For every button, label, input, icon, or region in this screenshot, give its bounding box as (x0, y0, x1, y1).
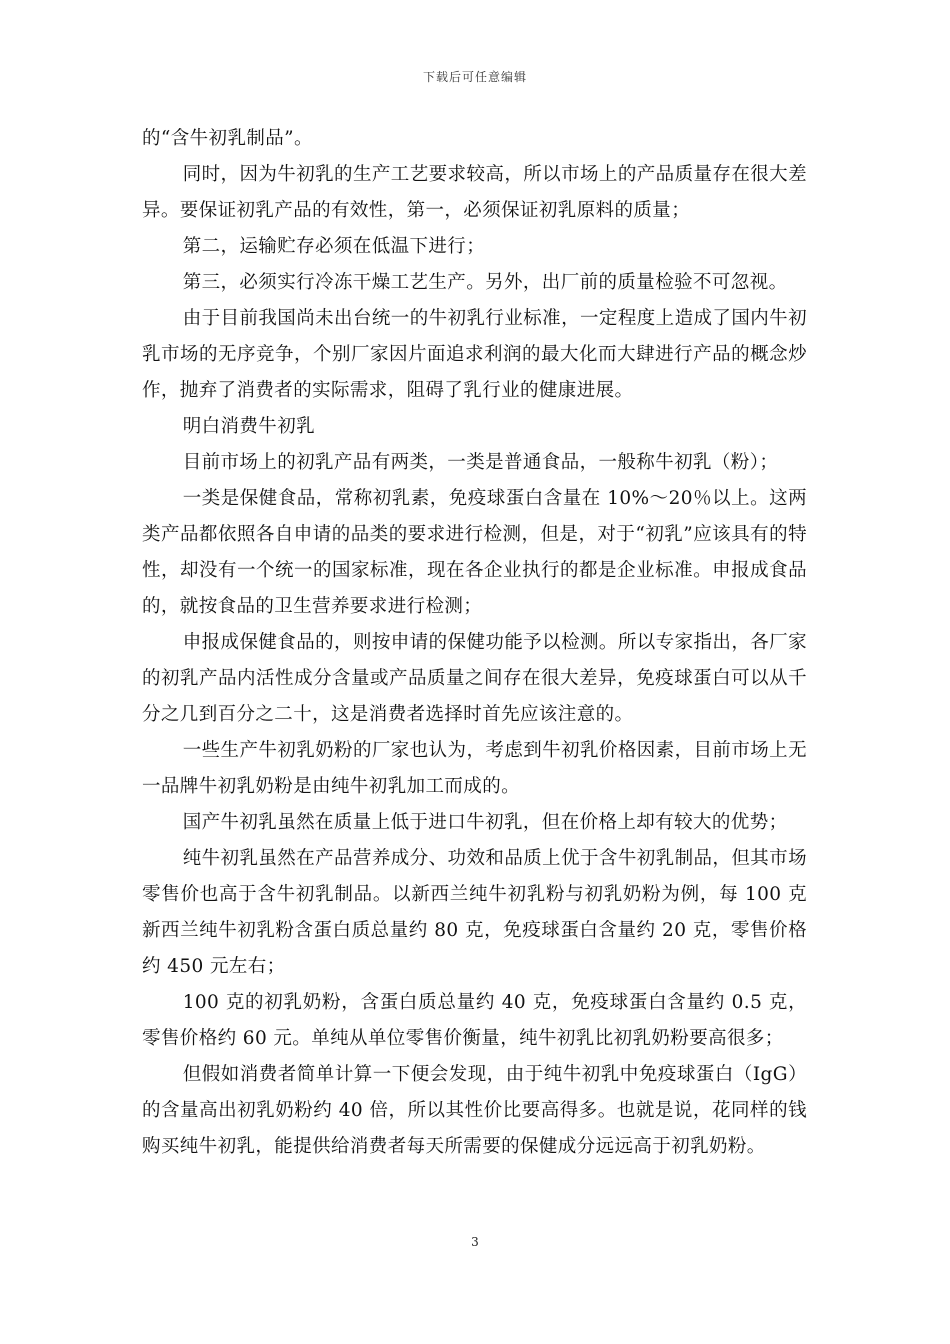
paragraph: 国产牛初乳虽然在质量上低于进口牛初乳，但在价格上却有较大的优势； (182, 812, 788, 833)
paragraph: 一些生产牛初乳奶粉的厂家也认为，考虑到牛初乳价格因素，目前市场上无一品牌牛初乳奶粉是由纯牛初乳加工而成的。 (142, 740, 807, 797)
paragraph: 申报成保健食品的，则按申请的保健功能予以检测。所以专家指出，各厂家的初乳产品内活性成分含量或产品质量之间存在很大差异，免疫球蛋白可以从千分之几到百分之二十，这是消费者选择时首先应该注意的。 (142, 632, 807, 725)
paragraph: 第三，必须实行冷冻干燥工艺生产。另外，出厂前的质量检验不可忽视。 (182, 272, 788, 293)
paragraph: 由于目前我国尚未出台统一的牛初乳行业标准，一定程度上造成了国内牛初乳市场的无序竞争，个别厂家因片面追求利润的最大化而大肆进行产品的概念炒作，抛弃了消费者的实际需求，阻碍了乳行业的健康进展。 (142, 308, 807, 401)
section-heading: 明白消费牛初乳 (182, 416, 315, 437)
paragraph: 一类是保健食品，常称初乳素，免疫球蛋白含量在 10%～20％以上。这两类产品都依照各自申请的品类的要求进行检测，但是，对于“初乳”应该具有的特性，却没有一个统一的国家标准，现在各企业执行的都是企业标准。申报成食品的，就按食品的卫生营养要求进行检测； (142, 488, 807, 617)
document-body (142, 121, 807, 1165)
paragraph: 第二，运输贮存必须在低温下进行； (182, 236, 486, 257)
paragraph: 同时，因为牛初乳的生产工艺要求较高，所以市场上的产品质量存在很大差异。要保证初乳产品的有效性，第一，必须保证初乳原料的质量； (142, 164, 807, 221)
paragraph: 100 克的初乳奶粉，含蛋白质总量约 40 克，免疫球蛋白含量约 0.5 克，零售价格约 60 元。单纯从单位零售价衡量，纯牛初乳比初乳奶粉要高很多； (142, 992, 807, 1049)
page-header: 下载后可任意编辑 (422, 70, 527, 84)
page-number: 3 (471, 1235, 479, 1249)
paragraph: 目前市场上的初乳产品有两类，一类是普通食品，一般称牛初乳（粉）； (182, 452, 779, 473)
paragraph: 的“含牛初乳制品”。 (142, 128, 313, 149)
paragraph: 纯牛初乳虽然在产品营养成分、功效和品质上优于含牛初乳制品，但其市场零售价也高于含牛初乳制品。以新西兰纯牛初乳粉与初乳奶粉为例，每 100 克新西兰纯牛初乳粉含蛋白质总量约 80 克，免疫球蛋白含量约 20 克，零售价格约 450 元左右； (142, 848, 807, 977)
paragraph: 但假如消费者简单计算一下便会发现，由于纯牛初乳中免疫球蛋白（IgG）的含量高出初乳奶粉约 40 倍，所以其性价比要高得多。也就是说，花同样的钱购买纯牛初乳，能提供给消费者每天所需要的保健成分远远高于初乳奶粉。 (142, 1064, 807, 1157)
